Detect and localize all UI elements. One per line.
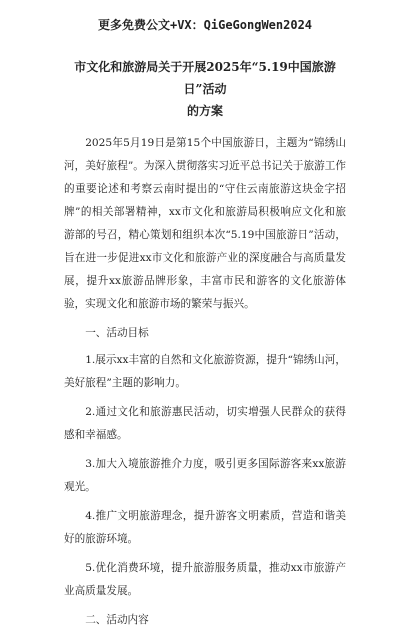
objective-item-4: 4.推广文明旅游理念，提升游客文明素质，营造和谐美好的旅游环境。 <box>64 510 346 545</box>
document-title <box>64 56 346 122</box>
objective-item-2: 2.通过文化和旅游惠民活动，切实增强人民群众的获得感和幸福感。 <box>64 406 346 441</box>
objective-item-3: 3.加大入境旅游推介力度，吸引更多国际游客来xx旅游观光。 <box>64 458 346 493</box>
section-2-heading: 二、活动内容 <box>85 614 149 626</box>
objective-item-5: 5.优化消费环境，提升旅游服务质量，推动xx市旅游产业高质量发展。 <box>64 562 346 597</box>
objective-item-1: 1.展示xx丰富的自然和文化旅游资源，提升“锦绣山河，美好旅程”主题的影响力。 <box>64 354 346 389</box>
intro-paragraph: 2025年5月19日是第15个中国旅游日，主题为“锦绣山河，美好旅程”。为深入贯彻落实习近平总书记关于旅游工作的重要论述和考察云南时提出的“守住云南旅游这块金字招牌”的相关部署精神，xx市文化和旅游局积极响应文化和旅游部的号召，精心策划和组织本次“5.19中国旅游日”活动，旨在进一步促进xx市文化和旅游产业的深度融合与高质量发展，提升xx旅游品牌形象，丰富市民和游客的文化旅游体验，实现文化和旅游市场的繁荣与振兴。 <box>64 137 346 310</box>
document-title-line-2: 的方案 <box>186 104 223 118</box>
section-1-heading: 一、活动目标 <box>85 327 149 339</box>
document-title-line-1: 市文化和旅游局关于开展2025年“5.19中国旅游日”活动 <box>74 60 336 96</box>
promo-header: 更多免费公文+VX：QiGeGongWen2024 <box>97 18 313 32</box>
